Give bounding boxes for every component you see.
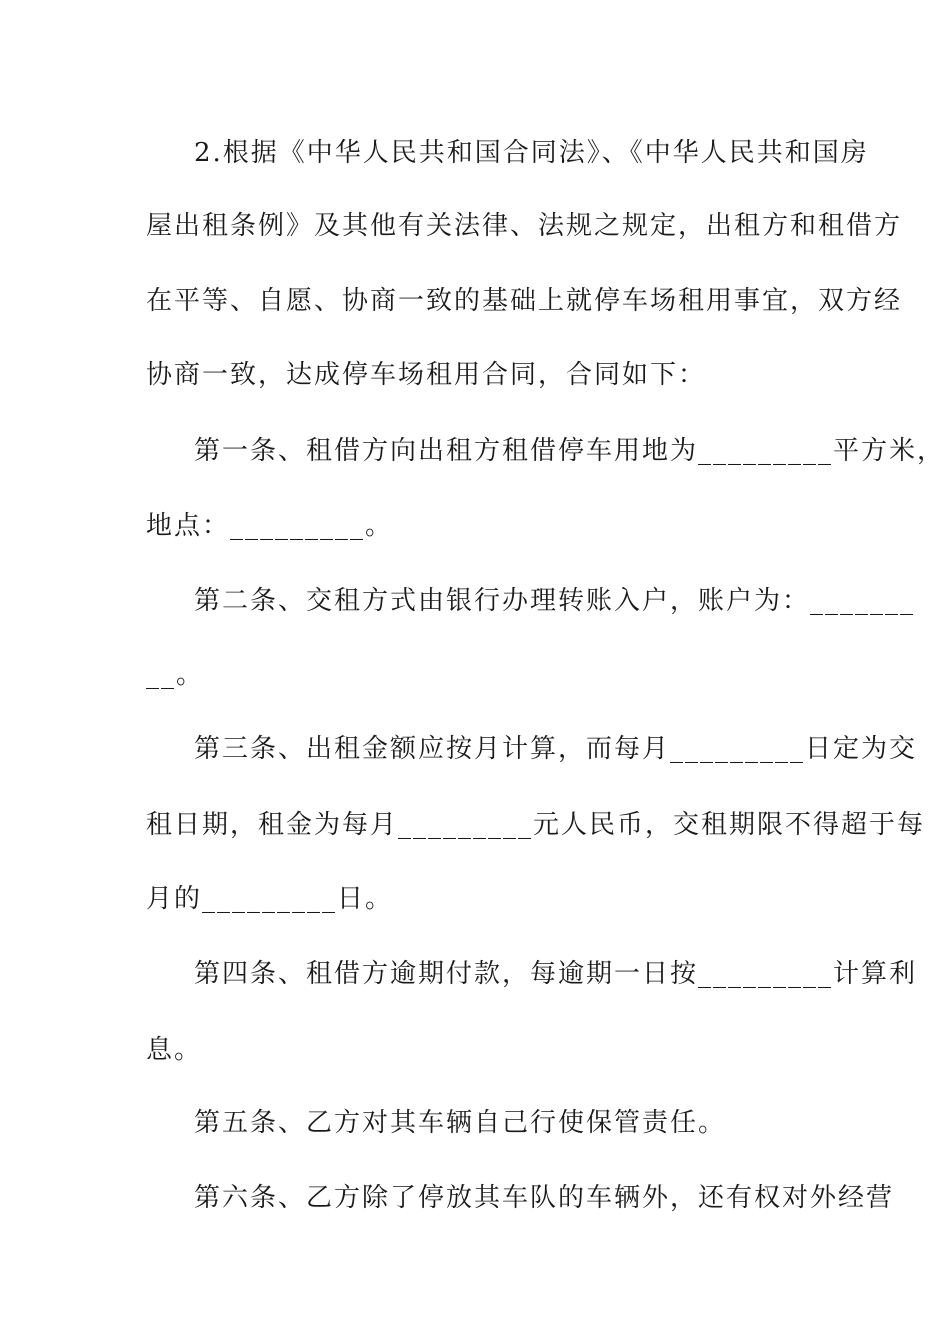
clause-line: 月的_________日。 bbox=[146, 884, 394, 914]
paragraph-line: 在平等、自愿、协商一致的基础上就停车场租用事宜，双方经 bbox=[146, 286, 903, 316]
clause-line: 息。 bbox=[146, 1035, 203, 1065]
paragraph-line: 屋出租条例》及其他有关法律、法规之规定，出租方和租借方 bbox=[146, 211, 903, 241]
clause-line: 第五条、乙方对其车辆自己行使保管责任。 bbox=[194, 1108, 727, 1138]
paragraph-line: 协商一致，达成停车场租用合同，合同如下： bbox=[146, 360, 707, 390]
clause-line: 第三条、出租金额应按月计算，而每月_________日定为交 bbox=[194, 734, 918, 764]
clause-line: 第一条、租借方向出租方租借停车用地为_________平方米， bbox=[194, 436, 946, 466]
clause-line: 租日期，租金为每月_________元人民币，交租期限不得超于每 bbox=[146, 810, 926, 840]
clause-line: 地点：_________。 bbox=[146, 511, 394, 541]
clause-line: 第四条、租借方逾期付款，每逾期一日按_________计算利 bbox=[194, 959, 918, 989]
paragraph-line: 2.根据《中华人民共和国合同法》、《中华人民共和国房 bbox=[194, 138, 869, 168]
clause-line: 第二条、交租方式由银行办理转账入户，账户为：_______ bbox=[194, 586, 916, 616]
clause-line: 第六条、乙方除了停放其车队的车辆外，还有权对外经营 bbox=[194, 1183, 895, 1213]
clause-line: __。 bbox=[146, 660, 205, 690]
